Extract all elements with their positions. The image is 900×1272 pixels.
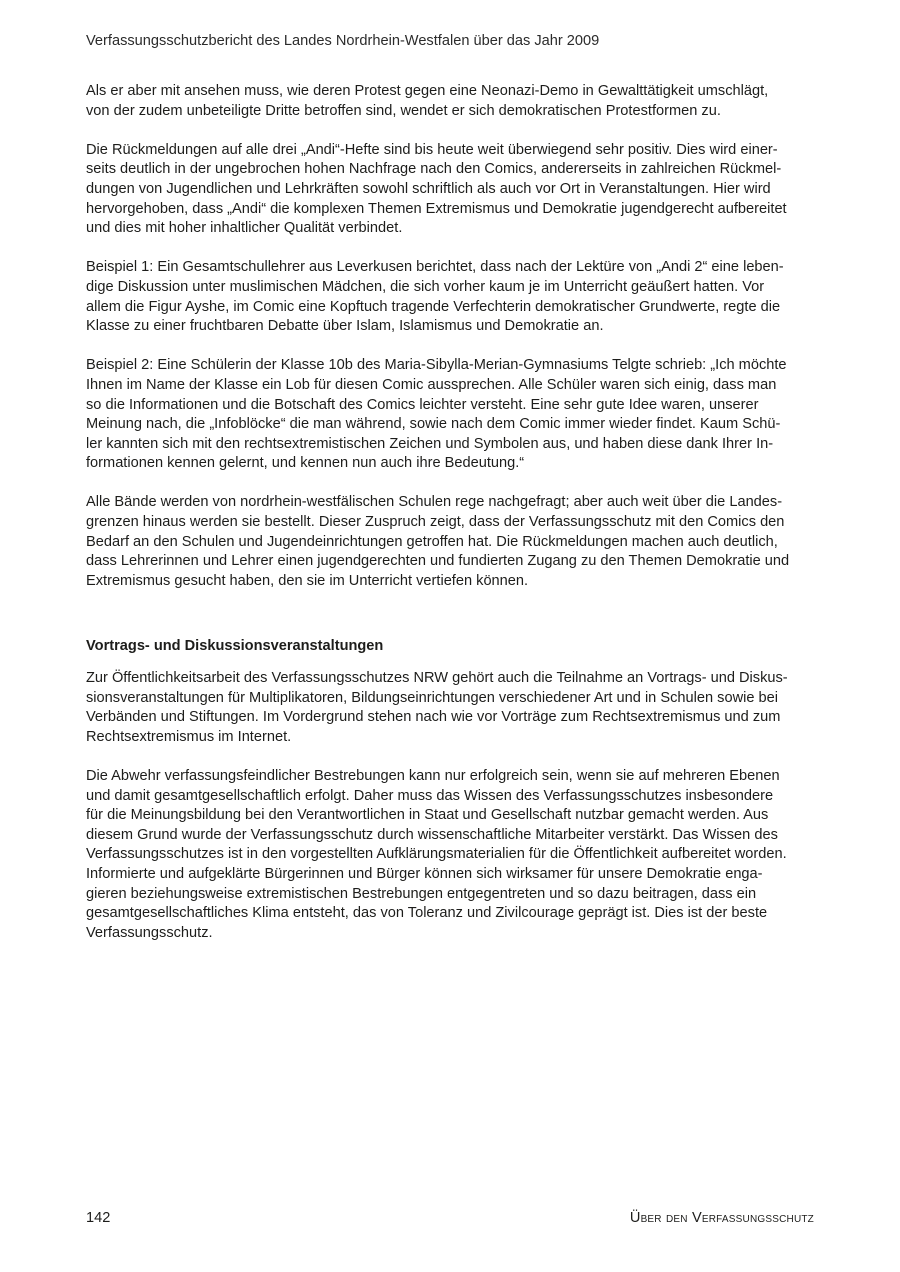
- paragraph: Die Abwehr verfassungsfeindlicher Bestrebungen kann nur erfolgreich sein, wenn sie auf mehreren Ebenen und damit gesamtgesellschaftlich erfolgt. Daher muss das Wissen des Verfassungsschutzes insbesondere für die Meinungsbildung bei den Verantwortlichen in Staat und Gesellschaft nutzbar gemacht werden. Aus diesem Grund wurde der Verfassungsschutz durch wissenschaftliche Mitarbeiter verstärkt. Das Wissen des Verfassungsschutzes ist in den vorgestellten Aufklärungsmaterialien für die Öffentlichkeit aufbereitet worden. Informierte und aufgeklärte Bürgerinnen und Bürger können sich wirksamer für unsere Demokratie enga- gieren beziehungsweise extremistischen Bestrebungen entgegentreten und so dazu beitragen, dass ein gesamtgesellschaftliches Klima entsteht, das von Toleranz und Zivilcourage geprägt ist. Dies ist der beste Verfassungsschutz.: [86, 768, 787, 941]
- paragraph: Zur Öffentlichkeitsarbeit des Verfassungsschutzes NRW gehört auch die Teilnahme an Vortrags- und Diskus- sionsveranstaltungen für Multiplikatoren, Bildungseinrichtungen verschiedener Art und in Schulen sowie bei Verbänden und Stiftungen. Im Vordergrund stehen nach wie vor Vorträge zum Rechtsextremismus und zum Rechtsextremismus im Internet.: [86, 670, 788, 745]
- running-header: Verfassungsschutzbericht des Landes Nordrhein-Westfalen über das Jahr 2009: [86, 33, 600, 49]
- page-body: [86, 82, 819, 963]
- page-footer: [86, 1208, 814, 1230]
- paragraph: Die Rückmeldungen auf alle drei „Andi“-Hefte sind bis heute weit überwiegend sehr positiv. Dies wird einer- seits deutlich in der ungebrochen hohen Nachfrage nach den Comics, andererseits in zahlreichen Rückmel- dungen von Jugendlichen und Lehrkräften sowohl schriftlich als auch vor Ort in Veranstaltungen. Hier wird hervorgehoben, dass „Andi“ die komplexen Themen Extremismus und Demokratie jugendgerecht aufbereitet und dies mit hoher inhaltlicher Qualität verbindet.: [86, 141, 787, 237]
- section-heading: Vortrags- und Diskussionsveranstaltungen: [86, 638, 384, 655]
- footer-section-title: Über den Verfassungsschutz: [629, 1210, 814, 1226]
- paragraph: Beispiel 1: Ein Gesamtschullehrer aus Leverkusen berichtet, dass nach der Lektüre von „Andi 2“ eine leben- dige Diskussion unter muslimischen Mädchen, die sich vorher kaum je im Unterricht geäußert hatten. Vor allem die Figur Ayshe, im Comic eine Kopftuch tragende Verfechterin demokratischer Grundwerte, regte die Klasse zu einer fruchtbaren Debatte über Islam, Islamismus und Demokratie an.: [86, 259, 784, 335]
- paragraph: Beispiel 2: Eine Schülerin der Klasse 10b des Maria-Sibylla-Merian-Gymnasiums Telgte schrieb: „Ich möchte Ihnen im Name der Klasse ein Lob für diesen Comic aussprechen. Alle Schüler waren sich einig, dass man so die Informationen und die Botschaft des Comics leichter versteht. Eine sehr gute Idee waren, unserer Meinung nach, die „Infoblöcke“ die man während, sowie nach dem Comic immer wieder findet. Kaum Schü- ler kannten sich mit den rechtsextremistischen Zeichen und Symbolen aus, und haben diese dank Ihrer In- formationen kennen gelernt, und kennen nun auch ihre Bedeutung.“: [86, 357, 787, 472]
- paragraph: Alle Bände werden von nordrhein-westfälischen Schulen rege nachgefragt; aber auch weit über die Landes- grenzen hinaus werden sie bestellt. Dieser Zuspruch zeigt, dass der Verfassungsschutz mit den Comics den Bedarf an den Schulen und Jugendeinrichtungen getroffen hat. Die Rückmeldungen machen auch deutlich, dass Lehrerinnen und Lehrer einen jugendgerechten und fundierten Zugang zu den Themen Demokratie und Extremismus gesucht haben, den sie im Unterricht vertiefen können.: [86, 494, 790, 589]
- paragraph: Als er aber mit ansehen muss, wie deren Protest gegen eine Neonazi-Demo in Gewalttätigkeit umschlägt, von der zudem unbeteiligte Dritte betroffen sind, wendet er sich demokratischen Protestformen zu.: [86, 83, 769, 119]
- page-number: 142: [86, 1210, 111, 1226]
